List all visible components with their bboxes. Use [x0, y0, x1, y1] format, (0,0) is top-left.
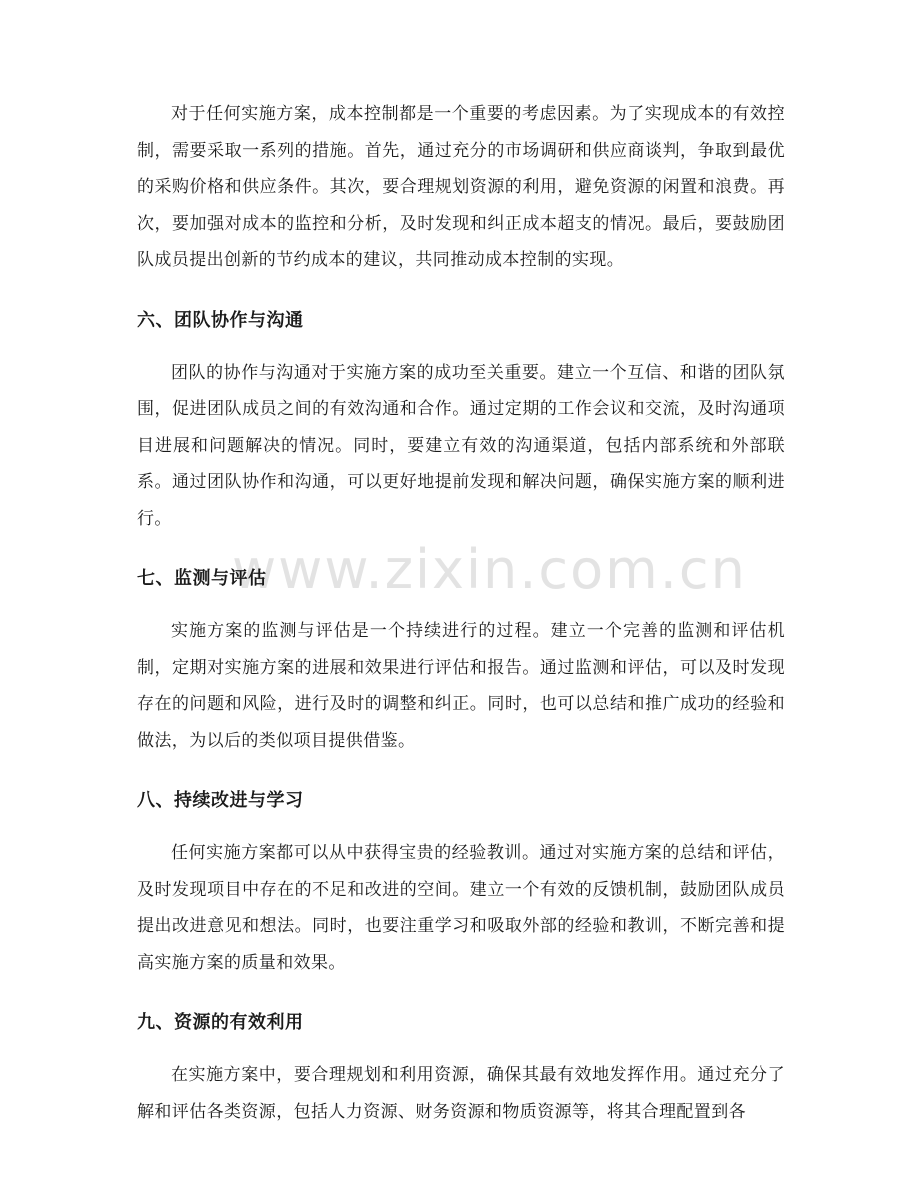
heading-team-collaboration: 六、团队协作与沟通	[137, 309, 304, 331]
heading-resource-utilization: 九、资源的有效利用	[137, 1012, 304, 1033]
paragraph-monitoring-evaluation: 实施方案的监测与评估是一个持续进行的过程。建立一个完善的监测和评估机制，定期对实施方案的进展和效果进行评估和报告。通过监测和评估，可以及时发现存在的问题和风险，进行及时的调整和纠正。同时，也可以总结和推广成功的经验和做法，为以后的类似项目提供借鉴。	[137, 621, 785, 751]
paragraph-team-collaboration: 团队的协作与沟通对于实施方案的成功至关重要。建立一个互信、和谐的团队氛围，促进团队成员之间的有效沟通和合作。通过定期的工作会议和交流，及时沟通项目进展和问题解决的情况。同时，要建立有效的沟通渠道，包括内部系统和外部联系。通过团队协作和沟通，可以更好地提前发现和解决问题，确保实施方案的顺利进行。	[137, 362, 785, 529]
watermark: www.zixin.com.cn	[232, 538, 747, 601]
paragraph-resource-utilization: 在实施方案中，要合理规划和利用资源，确保其最有效地发挥作用。通过充分了解和评估各类资源，包括人力资源、财务资源和物质资源等，将其合理配置到各	[137, 1065, 785, 1122]
heading-monitoring-evaluation: 七、监测与评估	[137, 568, 267, 589]
heading-continuous-improvement: 八、持续改进与学习	[137, 790, 304, 811]
document-body	[137, 96, 785, 1130]
paragraph-cost-control: 对于任何实施方案，成本控制都是一个重要的考虑因素。为了实现成本的有效控制，需要采取一系列的措施。首先，通过充分的市场调研和供应商谈判，争取到最优的采购价格和供应条件。其次，要合理规划资源的利用，避免资源的闲置和浪费。再次，要加强对成本的监控和分析，及时发现和纠正成本超支的情况。最后，要鼓励团队成员提出创新的节约成本的建议，共同推动成本控制的实现。	[137, 104, 785, 270]
paragraph-continuous-improvement: 任何实施方案都可以从中获得宝贵的经验教训。通过对实施方案的总结和评估，及时发现项目中存在的不足和改进的空间。建立一个有效的反馈机制，鼓励团队成员提出改进意见和想法。同时，也要注重学习和吸取外部的经验和教训，不断完善和提高实施方案的质量和效果。	[137, 843, 785, 973]
